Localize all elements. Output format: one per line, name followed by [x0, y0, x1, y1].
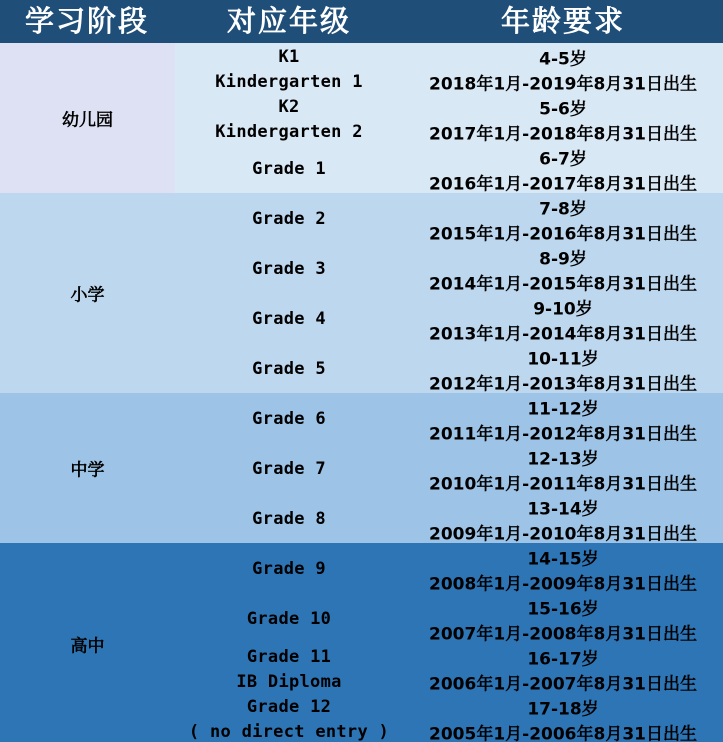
age-cell: 14-15岁 — [527, 549, 599, 570]
age-cell: 5-6岁 — [539, 99, 587, 120]
stage-high: 高中 — [70, 636, 105, 657]
grade-cell: Grade 8 — [252, 509, 326, 529]
age-cell: 4-5岁 — [539, 49, 587, 70]
grade-cell-sub: ( no direct entry ) — [188, 722, 390, 742]
grade-cell: Grade 6 — [252, 409, 326, 429]
age-cell: 13-14岁 — [527, 499, 599, 520]
birth-range-cell: 2014年1月-2015年8月31日出生 — [429, 274, 697, 295]
grade-cell: Grade 12 — [246, 697, 332, 717]
birth-range-cell: 2007年1月-2008年8月31日出生 — [429, 624, 697, 645]
birth-range-cell: 2017年1月-2018年8月31日出生 — [429, 124, 697, 145]
birth-range-cell: 2015年1月-2016年8月31日出生 — [429, 224, 697, 245]
birth-range-cell: 2012年1月-2013年8月31日出生 — [429, 374, 697, 395]
grade-cell: Grade 4 — [252, 309, 326, 329]
age-cell: 6-7岁 — [539, 149, 587, 170]
birth-range-cell: 2005年1月-2006年8月31日出生 — [429, 724, 697, 742]
stage-kindergarten: 幼儿园 — [62, 110, 113, 131]
birth-range-cell: 2016年1月-2017年8月31日出生 — [429, 174, 697, 195]
grade-cell: Grade 2 — [252, 209, 326, 229]
grade-cell: Grade 10 — [246, 609, 332, 629]
birth-range-cell: 2018年1月-2019年8月31日出生 — [429, 74, 697, 95]
grade-cell: Grade 9 — [252, 559, 326, 579]
grade-cell: Grade 1 — [252, 159, 326, 179]
age-cell: 17-18岁 — [527, 699, 599, 720]
header-age: 年龄要求 — [500, 4, 626, 38]
birth-range-cell: 2011年1月-2012年8月31日出生 — [429, 424, 697, 445]
birth-range-cell: 2006年1月-2007年8月31日出生 — [429, 674, 697, 695]
age-cell: 15-16岁 — [527, 599, 599, 620]
grade-cell: Grade 5 — [252, 359, 326, 379]
stage-middle: 中学 — [70, 460, 105, 481]
age-cell: 11-12岁 — [527, 399, 599, 420]
table-header — [0, 0, 723, 43]
age-cell: 12-13岁 — [527, 449, 599, 470]
grade-cell: Grade 7 — [252, 459, 326, 479]
grade-cell-sub: Kindergarten 2 — [215, 122, 363, 142]
header-grade: 对应年级 — [226, 4, 352, 38]
grade-cell: Grade 3 — [252, 259, 326, 279]
grade-cell: K2 — [278, 97, 300, 117]
birth-range-cell: 2009年1月-2010年8月31日出生 — [429, 524, 697, 545]
age-cell: 10-11岁 — [527, 349, 599, 370]
grade-cell: K1 — [278, 47, 300, 67]
age-cell: 8-9岁 — [539, 249, 587, 270]
stage-primary: 小学 — [70, 285, 105, 306]
header-stage: 学习阶段 — [24, 4, 150, 38]
birth-range-cell: 2008年1月-2009年8月31日出生 — [429, 574, 697, 595]
grade-cell-sub: IB Diploma — [236, 672, 342, 692]
grade-cell: Grade 11 — [246, 647, 332, 667]
birth-range-cell: 2010年1月-2011年8月31日出生 — [429, 474, 697, 495]
grade-cell-sub: Kindergarten 1 — [215, 72, 363, 92]
age-cell: 9-10岁 — [533, 299, 593, 320]
birth-range-cell: 2013年1月-2014年8月31日出生 — [429, 324, 697, 345]
age-cell: 16-17岁 — [527, 649, 599, 670]
age-cell: 7-8岁 — [539, 199, 587, 220]
